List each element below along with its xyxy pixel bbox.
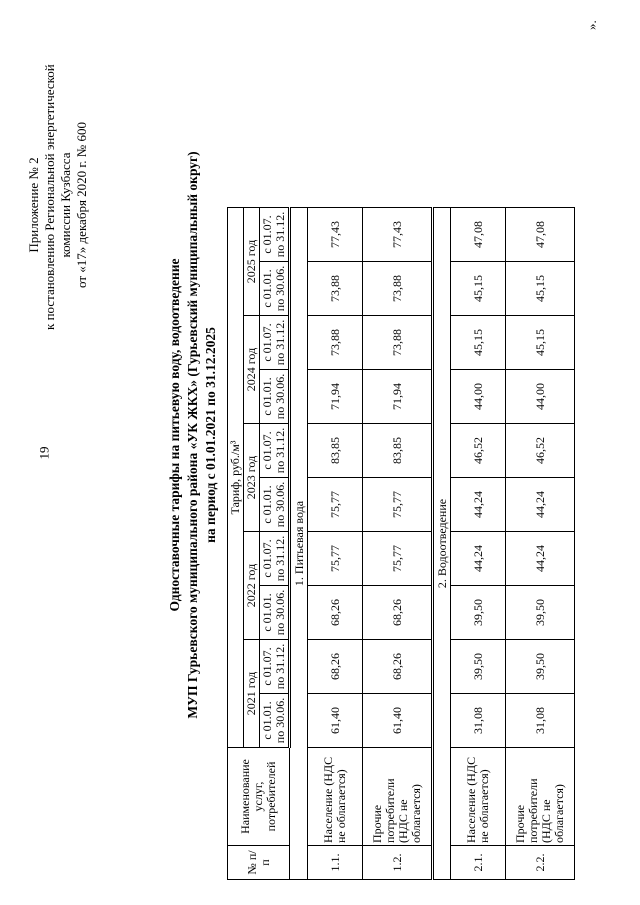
tariff-value: 31,08: [451, 694, 506, 748]
header-half-period: с 01.01. по 30.06.: [260, 586, 290, 640]
tariff-value: 61,40: [363, 694, 433, 748]
tariff-value: 47,08: [451, 208, 506, 262]
document-title: [166, 45, 220, 825]
table-row: [451, 208, 506, 880]
closing-mark: ».: [584, 20, 599, 30]
tariff-value: 61,40: [308, 694, 363, 748]
tariff-value: 44,24: [451, 532, 506, 586]
header-half-period: с 01.01. по 30.06.: [260, 262, 290, 316]
row-consumer-name: Население (НДС не облагается): [308, 748, 363, 846]
tariff-value: 77,43: [308, 208, 363, 262]
tariff-value: 73,88: [308, 262, 363, 316]
appendix-line-3: комиссии Кузбасса: [58, 152, 73, 258]
header-year: 2025 год: [244, 208, 260, 316]
tariff-value: 44,00: [506, 370, 575, 424]
page-number: 19: [36, 446, 52, 460]
header-half-period: с 01.07. по 31.12.: [260, 424, 290, 478]
tariff-value: 47,08: [506, 208, 575, 262]
tariff-value: 71,94: [363, 370, 433, 424]
appendix-header: [26, 64, 90, 330]
header-half-period: с 01.07. по 31.12.: [260, 532, 290, 586]
tariff-value: 75,77: [308, 478, 363, 532]
tariff-value: 39,50: [506, 640, 575, 694]
row-number: 1.1.: [308, 846, 363, 880]
tariff-value: 45,15: [506, 316, 575, 370]
title-line-3: на период с 01.01.2021 по 31.12.2025: [203, 327, 218, 543]
tariff-value: 77,43: [363, 208, 433, 262]
header-half-period: с 01.01. по 30.06.: [260, 478, 290, 532]
tariff-value: 75,77: [363, 478, 433, 532]
tariff-value: 75,77: [363, 532, 433, 586]
tariff-value: 44,24: [506, 532, 575, 586]
table-row: [363, 208, 433, 880]
tariff-value: 39,50: [451, 586, 506, 640]
appendix-line-2: к постановлению Региональной энергетической: [42, 64, 57, 330]
header-name: Наименование услуг, потребителей: [228, 748, 290, 846]
tariff-value: 83,85: [308, 424, 363, 478]
row-consumer-name: Население (НДС не облагается): [451, 748, 506, 846]
header-year: 2024 год: [244, 316, 260, 424]
tariff-value: 39,50: [506, 586, 575, 640]
table-row: [506, 208, 575, 880]
header-half-period: с 01.07. по 31.12.: [260, 316, 290, 370]
section-title: 2. Водоотведение: [433, 208, 451, 880]
tariff-value: 73,88: [363, 262, 433, 316]
tariff-value: 31,08: [506, 694, 575, 748]
tariff-value: 68,26: [363, 586, 433, 640]
tariff-value: 44,24: [506, 478, 575, 532]
header-tariff: Тариф, руб./м³: [228, 208, 244, 748]
row-consumer-name: Прочие потребители (НДС не облагается): [363, 748, 433, 846]
section-row: [433, 208, 451, 880]
tariff-value: 44,00: [451, 370, 506, 424]
header-year: 2021 год: [244, 640, 260, 748]
tariff-value: 45,15: [451, 262, 506, 316]
row-consumer-name: Прочие потребители (НДС не облагается): [506, 748, 575, 846]
appendix-line-4: от «17» декабря 2020 г. № 600: [74, 122, 89, 288]
header-half-period: с 01.01. по 30.06.: [260, 694, 290, 748]
title-line-2: МУП Гурьевского муниципального района «УК ЖКХ» (Гурьевский муниципальный округ): [185, 151, 200, 719]
tariff-value: 46,52: [451, 424, 506, 478]
header-year: 2022 год: [244, 532, 260, 640]
header-half-period: с 01.07. по 31.12.: [260, 208, 290, 262]
tariff-value: 73,88: [308, 316, 363, 370]
table-body: [290, 208, 575, 880]
header-half-period: с 01.07. по 31.12.: [260, 640, 290, 694]
tariff-table: [227, 207, 575, 880]
tariff-value: 68,26: [363, 640, 433, 694]
tariff-value: 83,85: [363, 424, 433, 478]
section-row: [290, 208, 308, 880]
row-number: 2.2.: [506, 846, 575, 880]
tariff-value: 39,50: [451, 640, 506, 694]
appendix-line-1: Приложение № 2: [26, 157, 41, 253]
tariff-value: 71,94: [308, 370, 363, 424]
tariff-value: 75,77: [308, 532, 363, 586]
row-number: 2.1.: [451, 846, 506, 880]
tariff-value: 68,26: [308, 640, 363, 694]
tariff-value: 46,52: [506, 424, 575, 478]
table-row: [308, 208, 363, 880]
section-title: 1. Питьевая вода: [290, 208, 308, 880]
header-year: 2023 год: [244, 424, 260, 532]
row-number: 1.2.: [363, 846, 433, 880]
header-number: № п/п: [228, 846, 290, 880]
tariff-value: 45,15: [506, 262, 575, 316]
header-half-period: с 01.01. по 30.06.: [260, 370, 290, 424]
tariff-value: 68,26: [308, 586, 363, 640]
tariff-value: 45,15: [451, 316, 506, 370]
title-line-1: Одноставочные тарифы на питьевую воду, водоотведение: [167, 258, 182, 612]
tariff-value: 73,88: [363, 316, 433, 370]
tariff-value: 44,24: [451, 478, 506, 532]
